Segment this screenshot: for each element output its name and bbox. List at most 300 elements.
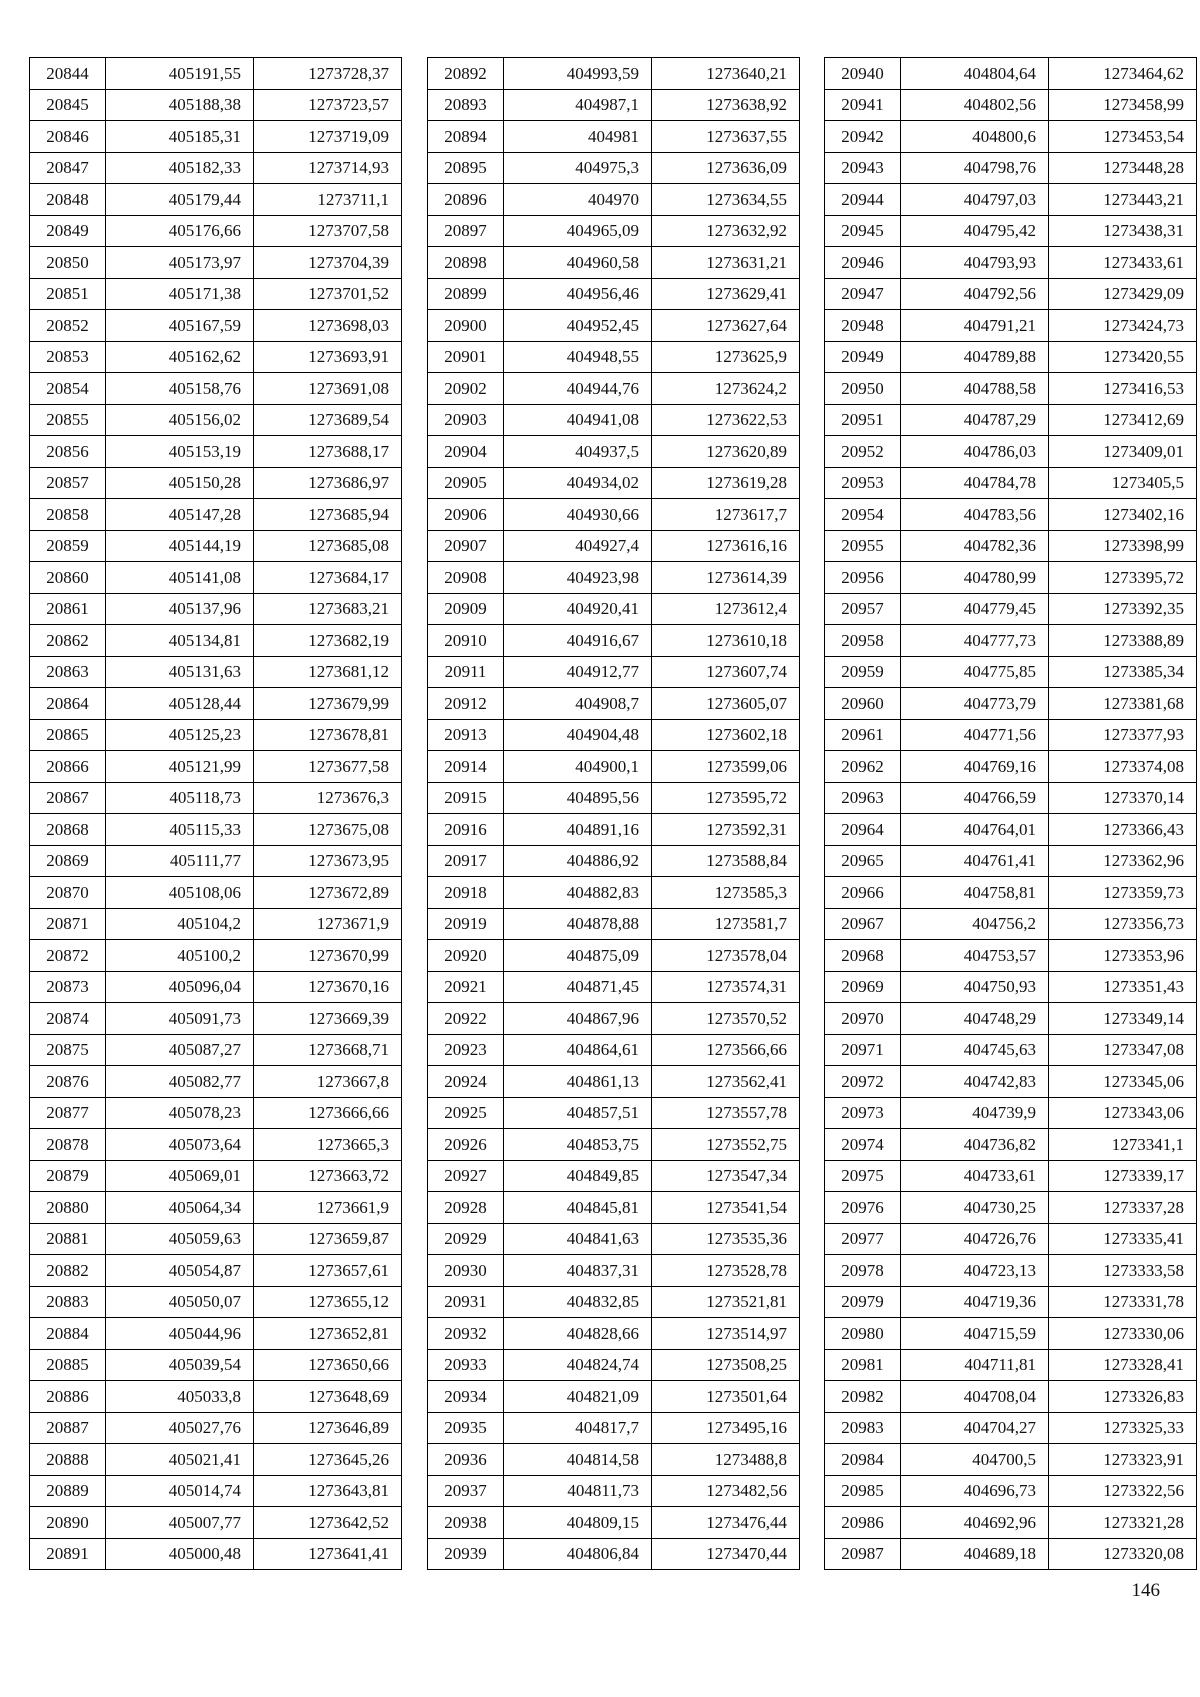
x-coordinate-cell: 404788,58: [901, 373, 1049, 405]
point-id-cell: 20966: [825, 877, 901, 909]
table-row: [30, 121, 402, 153]
table-row: [428, 215, 800, 247]
x-coordinate-cell: 404908,7: [504, 688, 652, 720]
table-row: [428, 656, 800, 688]
table-row: [30, 940, 402, 972]
y-coordinate-cell: 1273351,43: [1049, 971, 1197, 1003]
y-coordinate-cell: 1273667,8: [254, 1066, 402, 1098]
point-id-cell: 20959: [825, 656, 901, 688]
y-coordinate-cell: 1273610,18: [652, 625, 800, 657]
y-coordinate-cell: 1273578,04: [652, 940, 800, 972]
y-coordinate-cell: 1273362,96: [1049, 845, 1197, 877]
y-coordinate-cell: 1273612,4: [652, 593, 800, 625]
table-row: [30, 152, 402, 184]
point-id-cell: 20865: [30, 719, 106, 751]
y-coordinate-cell: 1273632,92: [652, 215, 800, 247]
y-coordinate-cell: 1273328,41: [1049, 1349, 1197, 1381]
y-coordinate-cell: 1273728,37: [254, 58, 402, 90]
point-id-cell: 20924: [428, 1066, 504, 1098]
x-coordinate-cell: 405191,55: [106, 58, 254, 90]
table-row: [825, 1412, 1197, 1444]
table-row: [428, 971, 800, 1003]
x-coordinate-cell: 405111,77: [106, 845, 254, 877]
point-id-cell: 20979: [825, 1286, 901, 1318]
x-coordinate-cell: 405125,23: [106, 719, 254, 751]
x-coordinate-cell: 404904,48: [504, 719, 652, 751]
table-row: [30, 1444, 402, 1476]
point-id-cell: 20858: [30, 499, 106, 531]
point-id-cell: 20943: [825, 152, 901, 184]
point-id-cell: 20862: [30, 625, 106, 657]
y-coordinate-cell: 1273325,33: [1049, 1412, 1197, 1444]
x-coordinate-cell: 404960,58: [504, 247, 652, 279]
table-row: [30, 1192, 402, 1224]
y-coordinate-cell: 1273320,08: [1049, 1538, 1197, 1570]
point-id-cell: 20920: [428, 940, 504, 972]
y-coordinate-cell: 1273330,06: [1049, 1318, 1197, 1350]
y-coordinate-cell: 1273385,34: [1049, 656, 1197, 688]
y-coordinate-cell: 1273643,81: [254, 1475, 402, 1507]
table-row: [428, 1003, 800, 1035]
y-coordinate-cell: 1273614,39: [652, 562, 800, 594]
y-coordinate-cell: 1273341,1: [1049, 1129, 1197, 1161]
y-coordinate-cell: 1273333,58: [1049, 1255, 1197, 1287]
y-coordinate-cell: 1273595,72: [652, 782, 800, 814]
point-id-cell: 20899: [428, 278, 504, 310]
table-row: [825, 625, 1197, 657]
table-row: [825, 814, 1197, 846]
table-row: [825, 58, 1197, 90]
x-coordinate-cell: 405039,54: [106, 1349, 254, 1381]
x-coordinate-cell: 404723,13: [901, 1255, 1049, 1287]
x-coordinate-cell: 404708,04: [901, 1381, 1049, 1413]
point-id-cell: 20944: [825, 184, 901, 216]
point-id-cell: 20947: [825, 278, 901, 310]
point-id-cell: 20975: [825, 1160, 901, 1192]
table-row: [825, 845, 1197, 877]
x-coordinate-cell: 404912,77: [504, 656, 652, 688]
y-coordinate-cell: 1273347,08: [1049, 1034, 1197, 1066]
table-row: [825, 688, 1197, 720]
y-coordinate-cell: 1273655,12: [254, 1286, 402, 1318]
table-row: [428, 373, 800, 405]
point-id-cell: 20980: [825, 1318, 901, 1350]
x-coordinate-cell: 404841,63: [504, 1223, 652, 1255]
x-coordinate-cell: 405185,31: [106, 121, 254, 153]
point-id-cell: 20921: [428, 971, 504, 1003]
table-row: [428, 341, 800, 373]
y-coordinate-cell: 1273501,64: [652, 1381, 800, 1413]
table-row: [428, 121, 800, 153]
table-row: [30, 1097, 402, 1129]
point-id-cell: 20853: [30, 341, 106, 373]
x-coordinate-cell: 405050,07: [106, 1286, 254, 1318]
y-coordinate-cell: 1273388,89: [1049, 625, 1197, 657]
point-id-cell: 20903: [428, 404, 504, 436]
table-row: [30, 1286, 402, 1318]
point-id-cell: 20887: [30, 1412, 106, 1444]
x-coordinate-cell: 404817,7: [504, 1412, 652, 1444]
point-id-cell: 20939: [428, 1538, 504, 1570]
table-row: [825, 404, 1197, 436]
point-id-cell: 20968: [825, 940, 901, 972]
y-coordinate-cell: 1273682,19: [254, 625, 402, 657]
point-id-cell: 20907: [428, 530, 504, 562]
point-id-cell: 20933: [428, 1349, 504, 1381]
x-coordinate-cell: 404780,99: [901, 562, 1049, 594]
y-coordinate-cell: 1273433,61: [1049, 247, 1197, 279]
point-id-cell: 20878: [30, 1129, 106, 1161]
table-row: [30, 1160, 402, 1192]
point-id-cell: 20905: [428, 467, 504, 499]
table-row: [30, 184, 402, 216]
table-row: [825, 719, 1197, 751]
y-coordinate-cell: 1273438,31: [1049, 215, 1197, 247]
point-id-cell: 20984: [825, 1444, 901, 1476]
y-coordinate-cell: 1273409,01: [1049, 436, 1197, 468]
point-id-cell: 20890: [30, 1507, 106, 1539]
point-id-cell: 20957: [825, 593, 901, 625]
y-coordinate-cell: 1273392,35: [1049, 593, 1197, 625]
table-row: [30, 499, 402, 531]
x-coordinate-cell: 405100,2: [106, 940, 254, 972]
x-coordinate-cell: 404900,1: [504, 751, 652, 783]
table-row: [30, 89, 402, 121]
point-id-cell: 20923: [428, 1034, 504, 1066]
x-coordinate-cell: 404797,03: [901, 184, 1049, 216]
x-coordinate-cell: 404748,29: [901, 1003, 1049, 1035]
y-coordinate-cell: 1273676,3: [254, 782, 402, 814]
y-coordinate-cell: 1273688,17: [254, 436, 402, 468]
y-coordinate-cell: 1273675,08: [254, 814, 402, 846]
point-id-cell: 20855: [30, 404, 106, 436]
table-row: [428, 1381, 800, 1413]
x-coordinate-cell: 404726,76: [901, 1223, 1049, 1255]
x-coordinate-cell: 404806,84: [504, 1538, 652, 1570]
point-id-cell: 20922: [428, 1003, 504, 1035]
table-row: [825, 310, 1197, 342]
table-row: [825, 1255, 1197, 1287]
x-coordinate-cell: 404692,96: [901, 1507, 1049, 1539]
y-coordinate-cell: 1273669,39: [254, 1003, 402, 1035]
x-coordinate-cell: 404965,09: [504, 215, 652, 247]
x-coordinate-cell: 405144,19: [106, 530, 254, 562]
y-coordinate-cell: 1273547,34: [652, 1160, 800, 1192]
table-row: [428, 1034, 800, 1066]
table-row: [825, 1318, 1197, 1350]
x-coordinate-cell: 405104,2: [106, 908, 254, 940]
table-row: [825, 1003, 1197, 1035]
y-coordinate-cell: 1273402,16: [1049, 499, 1197, 531]
table-row: [428, 562, 800, 594]
x-coordinate-cell: 404948,55: [504, 341, 652, 373]
x-coordinate-cell: 405078,23: [106, 1097, 254, 1129]
x-coordinate-cell: 405131,63: [106, 656, 254, 688]
x-coordinate-cell: 404814,58: [504, 1444, 652, 1476]
x-coordinate-cell: 404696,73: [901, 1475, 1049, 1507]
table-row: [428, 247, 800, 279]
point-id-cell: 20973: [825, 1097, 901, 1129]
point-id-cell: 20867: [30, 782, 106, 814]
x-coordinate-cell: 404845,81: [504, 1192, 652, 1224]
point-id-cell: 20918: [428, 877, 504, 909]
x-coordinate-cell: 405153,19: [106, 436, 254, 468]
x-coordinate-cell: 404792,56: [901, 278, 1049, 310]
table-row: [30, 310, 402, 342]
point-id-cell: 20987: [825, 1538, 901, 1570]
y-coordinate-cell: 1273349,14: [1049, 1003, 1197, 1035]
table-row: [428, 782, 800, 814]
x-coordinate-cell: 404853,75: [504, 1129, 652, 1161]
x-coordinate-cell: 404927,4: [504, 530, 652, 562]
x-coordinate-cell: 404811,73: [504, 1475, 652, 1507]
point-id-cell: 20908: [428, 562, 504, 594]
point-id-cell: 20967: [825, 908, 901, 940]
point-id-cell: 20938: [428, 1507, 504, 1539]
x-coordinate-cell: 404886,92: [504, 845, 652, 877]
y-coordinate-cell: 1273607,74: [652, 656, 800, 688]
x-coordinate-cell: 404916,67: [504, 625, 652, 657]
point-id-cell: 20845: [30, 89, 106, 121]
y-coordinate-cell: 1273637,55: [652, 121, 800, 153]
x-coordinate-cell: 404736,82: [901, 1129, 1049, 1161]
y-coordinate-cell: 1273339,17: [1049, 1160, 1197, 1192]
y-coordinate-cell: 1273476,44: [652, 1507, 800, 1539]
table-row: [30, 404, 402, 436]
table-row: [428, 530, 800, 562]
y-coordinate-cell: 1273666,66: [254, 1097, 402, 1129]
point-id-cell: 20891: [30, 1538, 106, 1570]
point-id-cell: 20981: [825, 1349, 901, 1381]
x-coordinate-cell: 405156,02: [106, 404, 254, 436]
table-row: [428, 1475, 800, 1507]
y-coordinate-cell: 1273562,41: [652, 1066, 800, 1098]
x-coordinate-cell: 404828,66: [504, 1318, 652, 1350]
y-coordinate-cell: 1273557,78: [652, 1097, 800, 1129]
point-id-cell: 20948: [825, 310, 901, 342]
table-row: [428, 1538, 800, 1570]
table-row: [825, 184, 1197, 216]
table-row: [825, 940, 1197, 972]
table-row: [30, 782, 402, 814]
x-coordinate-cell: 404934,02: [504, 467, 652, 499]
table-row: [30, 1066, 402, 1098]
point-id-cell: 20874: [30, 1003, 106, 1035]
x-coordinate-cell: 404704,27: [901, 1412, 1049, 1444]
table-row: [30, 688, 402, 720]
table-row: [825, 467, 1197, 499]
table-row: [30, 1538, 402, 1570]
y-coordinate-cell: 1273566,66: [652, 1034, 800, 1066]
table-row: [30, 1349, 402, 1381]
y-coordinate-cell: 1273640,21: [652, 58, 800, 90]
y-coordinate-cell: 1273719,09: [254, 121, 402, 153]
point-id-cell: 20970: [825, 1003, 901, 1035]
point-id-cell: 20969: [825, 971, 901, 1003]
x-coordinate-cell: 404871,45: [504, 971, 652, 1003]
x-coordinate-cell: 405167,59: [106, 310, 254, 342]
point-id-cell: 20871: [30, 908, 106, 940]
x-coordinate-cell: 404867,96: [504, 1003, 652, 1035]
y-coordinate-cell: 1273629,41: [652, 278, 800, 310]
y-coordinate-cell: 1273685,08: [254, 530, 402, 562]
x-coordinate-cell: 404941,08: [504, 404, 652, 436]
table-row: [825, 530, 1197, 562]
x-coordinate-cell: 404802,56: [901, 89, 1049, 121]
point-id-cell: 20892: [428, 58, 504, 90]
point-id-cell: 20954: [825, 499, 901, 531]
table-row: [30, 751, 402, 783]
x-coordinate-cell: 404783,56: [901, 499, 1049, 531]
point-id-cell: 20880: [30, 1192, 106, 1224]
y-coordinate-cell: 1273521,81: [652, 1286, 800, 1318]
table-row: [825, 1034, 1197, 1066]
y-coordinate-cell: 1273686,97: [254, 467, 402, 499]
point-id-cell: 20886: [30, 1381, 106, 1413]
x-coordinate-cell: 404756,2: [901, 908, 1049, 940]
y-coordinate-cell: 1273482,56: [652, 1475, 800, 1507]
x-coordinate-cell: 405188,38: [106, 89, 254, 121]
y-coordinate-cell: 1273599,06: [652, 751, 800, 783]
point-id-cell: 20972: [825, 1066, 901, 1098]
table-row: [428, 1507, 800, 1539]
point-id-cell: 20879: [30, 1160, 106, 1192]
point-id-cell: 20868: [30, 814, 106, 846]
point-id-cell: 20976: [825, 1192, 901, 1224]
x-coordinate-cell: 404944,76: [504, 373, 652, 405]
table-row: [30, 215, 402, 247]
y-coordinate-cell: 1273535,36: [652, 1223, 800, 1255]
table-row: [428, 908, 800, 940]
y-coordinate-cell: 1273673,95: [254, 845, 402, 877]
y-coordinate-cell: 1273528,78: [652, 1255, 800, 1287]
point-id-cell: 20869: [30, 845, 106, 877]
table-row: [428, 719, 800, 751]
point-id-cell: 20897: [428, 215, 504, 247]
x-coordinate-cell: 404920,41: [504, 593, 652, 625]
point-id-cell: 20864: [30, 688, 106, 720]
table-row: [825, 1192, 1197, 1224]
table-row: [825, 1160, 1197, 1192]
x-coordinate-cell: 405014,74: [106, 1475, 254, 1507]
table-row: [825, 1097, 1197, 1129]
table-row: [30, 1318, 402, 1350]
table-row: [428, 1255, 800, 1287]
table-row: [825, 373, 1197, 405]
x-coordinate-cell: 405087,27: [106, 1034, 254, 1066]
point-id-cell: 20856: [30, 436, 106, 468]
point-id-cell: 20962: [825, 751, 901, 783]
y-coordinate-cell: 1273672,89: [254, 877, 402, 909]
point-id-cell: 20986: [825, 1507, 901, 1539]
y-coordinate-cell: 1273353,96: [1049, 940, 1197, 972]
x-coordinate-cell: 404800,6: [901, 121, 1049, 153]
point-id-cell: 20857: [30, 467, 106, 499]
point-id-cell: 20913: [428, 719, 504, 751]
table-row: [428, 1318, 800, 1350]
table-row: [30, 1223, 402, 1255]
y-coordinate-cell: 1273645,26: [254, 1444, 402, 1476]
point-id-cell: 20946: [825, 247, 901, 279]
y-coordinate-cell: 1273345,06: [1049, 1066, 1197, 1098]
point-id-cell: 20958: [825, 625, 901, 657]
table-row: [30, 625, 402, 657]
x-coordinate-cell: 405108,06: [106, 877, 254, 909]
y-coordinate-cell: 1273356,73: [1049, 908, 1197, 940]
table-row: [825, 278, 1197, 310]
x-coordinate-cell: 404923,98: [504, 562, 652, 594]
point-id-cell: 20896: [428, 184, 504, 216]
y-coordinate-cell: 1273412,69: [1049, 404, 1197, 436]
y-coordinate-cell: 1273458,99: [1049, 89, 1197, 121]
x-coordinate-cell: 405059,63: [106, 1223, 254, 1255]
x-coordinate-cell: 404761,41: [901, 845, 1049, 877]
y-coordinate-cell: 1273326,83: [1049, 1381, 1197, 1413]
x-coordinate-cell: 405179,44: [106, 184, 254, 216]
point-id-cell: 20901: [428, 341, 504, 373]
point-id-cell: 20945: [825, 215, 901, 247]
point-id-cell: 20931: [428, 1286, 504, 1318]
x-coordinate-cell: 404809,15: [504, 1507, 652, 1539]
point-id-cell: 20895: [428, 152, 504, 184]
y-coordinate-cell: 1273641,41: [254, 1538, 402, 1570]
y-coordinate-cell: 1273322,56: [1049, 1475, 1197, 1507]
point-id-cell: 20937: [428, 1475, 504, 1507]
x-coordinate-cell: 405176,66: [106, 215, 254, 247]
y-coordinate-cell: 1273585,3: [652, 877, 800, 909]
table-row: [825, 1444, 1197, 1476]
point-id-cell: 20951: [825, 404, 901, 436]
table-row: [825, 436, 1197, 468]
table-row: [30, 436, 402, 468]
point-id-cell: 20854: [30, 373, 106, 405]
y-coordinate-cell: 1273636,09: [652, 152, 800, 184]
point-id-cell: 20894: [428, 121, 504, 153]
table-row: [825, 562, 1197, 594]
point-id-cell: 20844: [30, 58, 106, 90]
x-coordinate-cell: 404700,5: [901, 1444, 1049, 1476]
x-coordinate-cell: 405173,97: [106, 247, 254, 279]
point-id-cell: 20866: [30, 751, 106, 783]
x-coordinate-cell: 405121,99: [106, 751, 254, 783]
table-row: [428, 814, 800, 846]
table-row: [30, 1381, 402, 1413]
table-row: [30, 1129, 402, 1161]
y-coordinate-cell: 1273683,21: [254, 593, 402, 625]
point-id-cell: 20846: [30, 121, 106, 153]
y-coordinate-cell: 1273714,93: [254, 152, 402, 184]
table-row: [30, 530, 402, 562]
x-coordinate-cell: 405033,8: [106, 1381, 254, 1413]
table-row: [30, 1507, 402, 1539]
table-row: [30, 1412, 402, 1444]
table-row: [428, 625, 800, 657]
x-coordinate-cell: 405141,08: [106, 562, 254, 594]
x-coordinate-cell: 405091,73: [106, 1003, 254, 1035]
page-number: 146: [1131, 1580, 1160, 1601]
point-id-cell: 20885: [30, 1349, 106, 1381]
point-id-cell: 20877: [30, 1097, 106, 1129]
y-coordinate-cell: 1273704,39: [254, 247, 402, 279]
point-id-cell: 20912: [428, 688, 504, 720]
y-coordinate-cell: 1273622,53: [652, 404, 800, 436]
y-coordinate-cell: 1273646,89: [254, 1412, 402, 1444]
y-coordinate-cell: 1273605,07: [652, 688, 800, 720]
point-id-cell: 20910: [428, 625, 504, 657]
y-coordinate-cell: 1273443,21: [1049, 184, 1197, 216]
point-id-cell: 20928: [428, 1192, 504, 1224]
y-coordinate-cell: 1273359,73: [1049, 877, 1197, 909]
